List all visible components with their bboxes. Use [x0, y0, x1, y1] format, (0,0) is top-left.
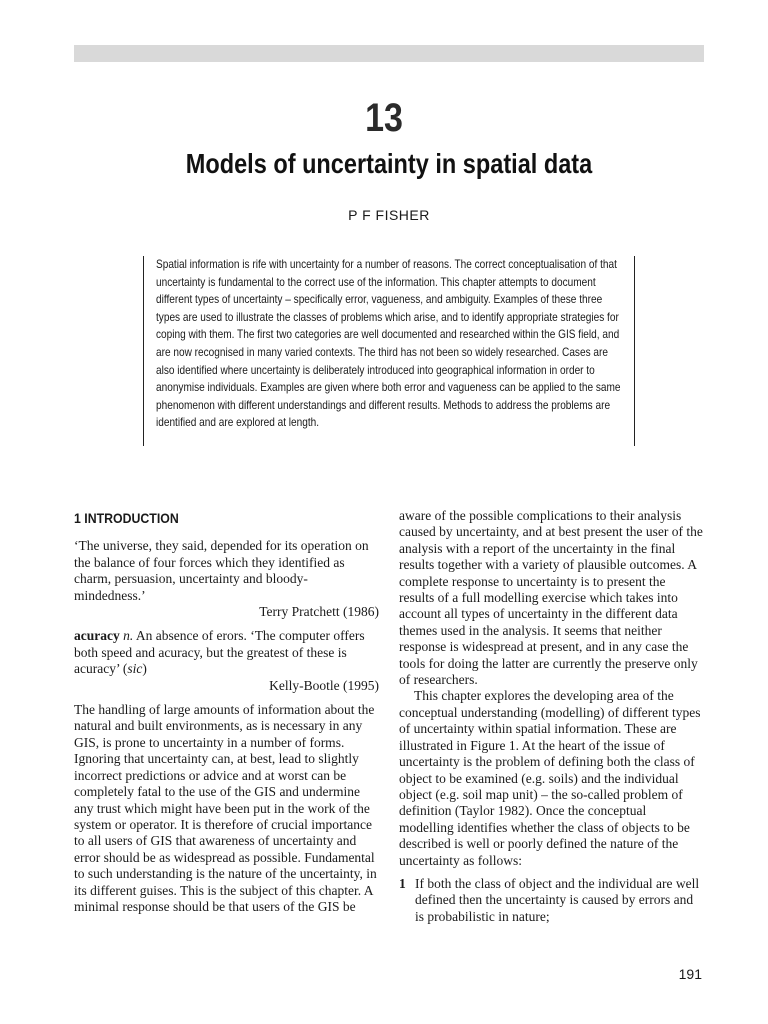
definition-attribution: Kelly-Bootle (1995) — [269, 677, 379, 693]
author: P F FISHER — [348, 207, 430, 223]
paragraph: This chapter explores the developing area of the conceptual understanding (modelling) of different types of uncertainty within spatial information. These are illustrated in Figure 1. At the heart of the issue of uncertainty is the problem of defining both the class of object to be examined (e.g. soils) and the individual object (e.g. soil map unit) – the so-called problem of definition (Taylor 1982). Once the conceptual modelling identifies whether the class of objects to be described is well or poorly defined the nature of the uncertainty as follows: — [399, 688, 701, 868]
list-number: 1 — [399, 875, 406, 891]
paragraph: The handling of large amounts of information about the natural and built environments, as is necessary in any GIS, is prone to uncertainty in a number of forms. Ignoring that uncertainty can, at best, lead to slightly incorrect predictions or advice and at worst can be completely fatal to the use of the GIS and undermine any trust which might have been put in the work of the system or operator. It is therefore of crucial importance to all users of GIS that awareness of uncertainty and error should be as widespread as possible. Fundamental to such understanding is the nature of the uncertainty, in its different guises. This is the subject of this chapter. A minimal response should be that users of the GIS be — [74, 702, 377, 914]
chapter-title: Models of uncertainty in spatial data — [185, 148, 593, 179]
definition-text: An absence of erors. ‘The computer offers both speed and acuracy, but the greatest of these is acuracy’ ( — [74, 628, 365, 677]
list-item — [399, 876, 704, 925]
paragraph-continued: aware of the possible complications to their analysis caused by uncertainty, and at best present the user of the analysis with a report of the uncertainty in the final results together with a variety of plausible outcomes. A complete response to uncertainty is to present the results of a full modelling exercise which takes into account all types of uncertainty in the different data themes used in the analysis. It seems that neither response is widespread at present, and in any case the tools for doing the latter are currently the preserve only of researchers. — [399, 508, 703, 688]
abstract-text: Spatial information is rife with uncertainty for a number of reasons. The correct conceptualisation of that uncertainty is fundamental to the correct use of the information. This chapter attempts to document different types of uncertainty – specifically error, vagueness, and ambiguity. Examples of these three types are used to illustrate the classes of problems which arise, and to identify appropriate strategies for coping with them. The first two categories are well documented and researched within the GIS field, and are now recognised in many varied contexts. The third has not been so widely researched. Cases are also identified where uncertainty is deliberately introduced into geographical information in order to anonymise individuals. Examples are given where both error and vagueness can be applied to the same phenomenon with different understandings and different results. Methods to address the problems are identified and are explored at length. — [156, 257, 621, 430]
epigraph-attribution: Terry Pratchett (1986) — [259, 604, 379, 620]
page-number: 191 — [678, 966, 702, 982]
header-bar — [74, 45, 704, 62]
definition-close: ) — [142, 661, 147, 677]
chapter-number: 13 — [365, 96, 403, 140]
epigraph-definition — [74, 628, 379, 677]
part-of-speech: n. — [123, 628, 134, 644]
epigraph-quote: ‘The universe, they said, depended for its operation on the balance of four forces which they identified as charm, persuasion, uncertainty and bloody-mindedness.’ — [74, 538, 369, 603]
abstract-box — [143, 256, 635, 446]
right-column — [399, 508, 704, 925]
sic-marker: sic — [127, 661, 143, 677]
defined-term: acuracy — [74, 628, 120, 644]
left-column — [74, 508, 379, 915]
section-heading: 1 INTRODUCTION — [74, 510, 179, 526]
list-text: If both the class of object and the individual are well defined then the uncertainty is caused by errors and is probabilistic in nature; — [415, 875, 700, 924]
